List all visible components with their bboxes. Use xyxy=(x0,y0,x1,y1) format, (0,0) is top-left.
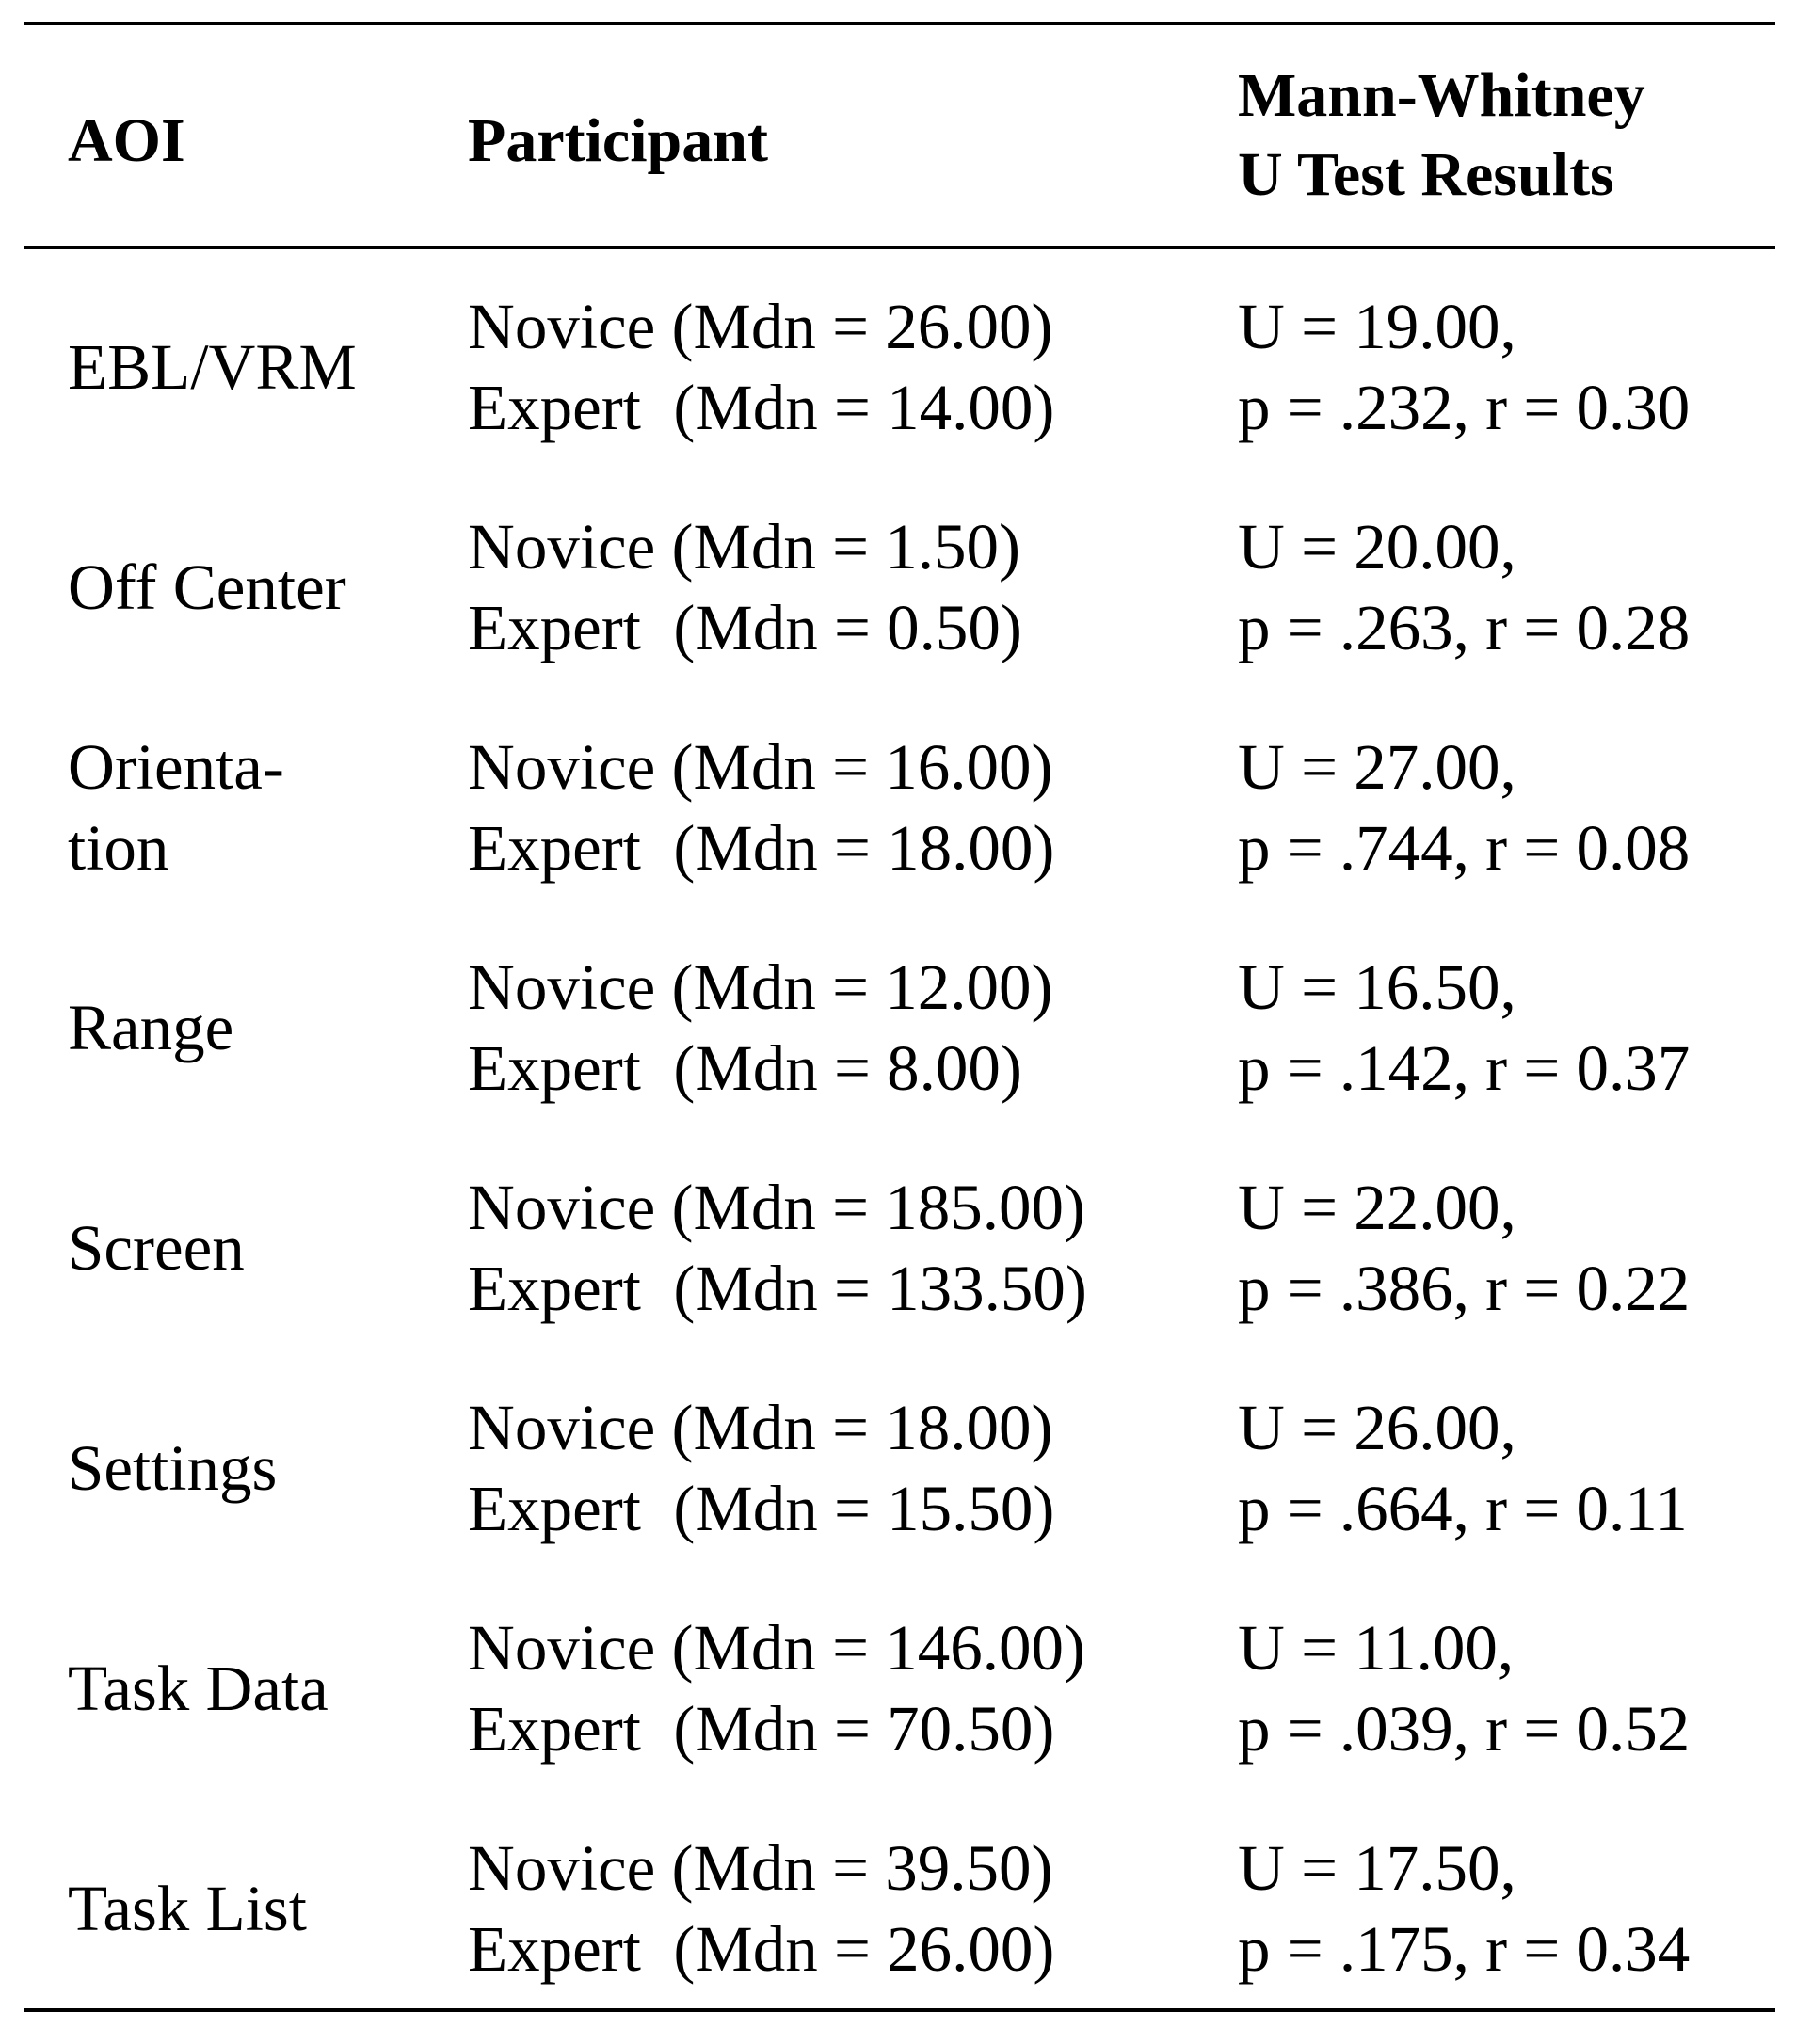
table-row xyxy=(0,943,1796,1163)
participant-cell xyxy=(468,506,1022,668)
participant-cell xyxy=(468,727,1054,888)
p-and-r-values: p = .664, r = 0.11 xyxy=(1238,1473,1688,1544)
table-header xyxy=(0,56,1796,235)
mann-whitney-cell xyxy=(1238,1607,1690,1769)
table-row xyxy=(0,1163,1796,1383)
p-and-r-values: p = .263, r = 0.28 xyxy=(1238,592,1691,663)
expert-median: Expert (Mdn = 70.50) xyxy=(468,1693,1055,1765)
novice-median: Novice (Mdn = 12.00) xyxy=(468,951,1053,1023)
aoi-cell: EBL/VRM xyxy=(68,331,357,403)
p-and-r-values: p = .744, r = 0.08 xyxy=(1238,812,1691,884)
mann-whitney-cell xyxy=(1238,1828,1690,1989)
table-row xyxy=(0,1604,1796,1824)
expert-median: Expert (Mdn = 15.50) xyxy=(468,1473,1055,1544)
u-statistic: U = 20.00, xyxy=(1238,511,1516,583)
mann-whitney-cell xyxy=(1238,1167,1690,1329)
expert-median: Expert (Mdn = 133.50) xyxy=(468,1253,1087,1324)
p-and-r-values: p = .039, r = 0.52 xyxy=(1238,1693,1691,1765)
novice-median: Novice (Mdn = 1.50) xyxy=(468,511,1020,583)
aoi-cell: Screen xyxy=(68,1212,245,1284)
participant-cell xyxy=(468,1828,1054,1989)
aoi-cell: Task List xyxy=(68,1873,307,1944)
u-statistic: U = 22.00, xyxy=(1238,1172,1516,1243)
table-header-rule xyxy=(24,246,1775,249)
expert-median: Expert (Mdn = 8.00) xyxy=(468,1032,1022,1104)
novice-median: Novice (Mdn = 26.00) xyxy=(468,291,1053,362)
p-and-r-values: p = .386, r = 0.22 xyxy=(1238,1253,1691,1324)
novice-median: Novice (Mdn = 18.00) xyxy=(468,1392,1053,1463)
header-mann-whitney xyxy=(1238,56,1645,215)
p-and-r-values: p = .232, r = 0.30 xyxy=(1238,372,1691,443)
table-top-rule xyxy=(24,22,1775,25)
aoi-cell: Settings xyxy=(68,1432,278,1504)
header-aoi: AOI xyxy=(68,106,185,175)
aoi-cell: Range xyxy=(68,992,234,1063)
novice-median: Novice (Mdn = 39.50) xyxy=(468,1832,1053,1904)
p-and-r-values: p = .175, r = 0.34 xyxy=(1238,1913,1691,1985)
u-statistic: U = 11.00, xyxy=(1238,1612,1515,1684)
participant-cell xyxy=(468,947,1052,1109)
header-mann-whitney-line2: U Test Results xyxy=(1238,140,1614,209)
participant-cell xyxy=(468,286,1054,448)
participant-cell xyxy=(468,1167,1087,1329)
novice-median: Novice (Mdn = 146.00) xyxy=(468,1612,1085,1684)
participant-cell xyxy=(468,1387,1054,1549)
aoi-cell: Off Center xyxy=(68,551,346,623)
table-row xyxy=(0,282,1796,503)
table-bottom-rule xyxy=(24,2008,1775,2012)
expert-median: Expert (Mdn = 18.00) xyxy=(468,812,1055,884)
mann-whitney-cell xyxy=(1238,286,1690,448)
aoi-cell: Orienta- tion xyxy=(68,731,284,884)
expert-median: Expert (Mdn = 26.00) xyxy=(468,1913,1055,1985)
u-statistic: U = 16.50, xyxy=(1238,951,1516,1023)
mann-whitney-cell xyxy=(1238,947,1690,1109)
participant-cell xyxy=(468,1607,1085,1769)
mann-whitney-cell xyxy=(1238,727,1690,888)
u-statistic: U = 27.00, xyxy=(1238,731,1516,803)
aoi-cell: Task Data xyxy=(68,1653,329,1724)
table-row xyxy=(0,723,1796,943)
u-statistic: U = 17.50, xyxy=(1238,1832,1516,1904)
expert-median: Expert (Mdn = 14.00) xyxy=(468,372,1055,443)
p-and-r-values: p = .142, r = 0.37 xyxy=(1238,1032,1691,1104)
novice-median: Novice (Mdn = 16.00) xyxy=(468,731,1053,803)
header-participant: Participant xyxy=(468,106,768,175)
table-row xyxy=(0,1383,1796,1604)
u-statistic: U = 26.00, xyxy=(1238,1392,1516,1463)
u-statistic: U = 19.00, xyxy=(1238,291,1516,362)
novice-median: Novice (Mdn = 185.00) xyxy=(468,1172,1085,1243)
expert-median: Expert (Mdn = 0.50) xyxy=(468,592,1022,663)
header-mann-whitney-line1: Mann-Whitney xyxy=(1238,61,1645,130)
table-row xyxy=(0,503,1796,723)
mann-whitney-cell xyxy=(1238,1387,1688,1549)
mann-whitney-cell xyxy=(1238,506,1690,668)
